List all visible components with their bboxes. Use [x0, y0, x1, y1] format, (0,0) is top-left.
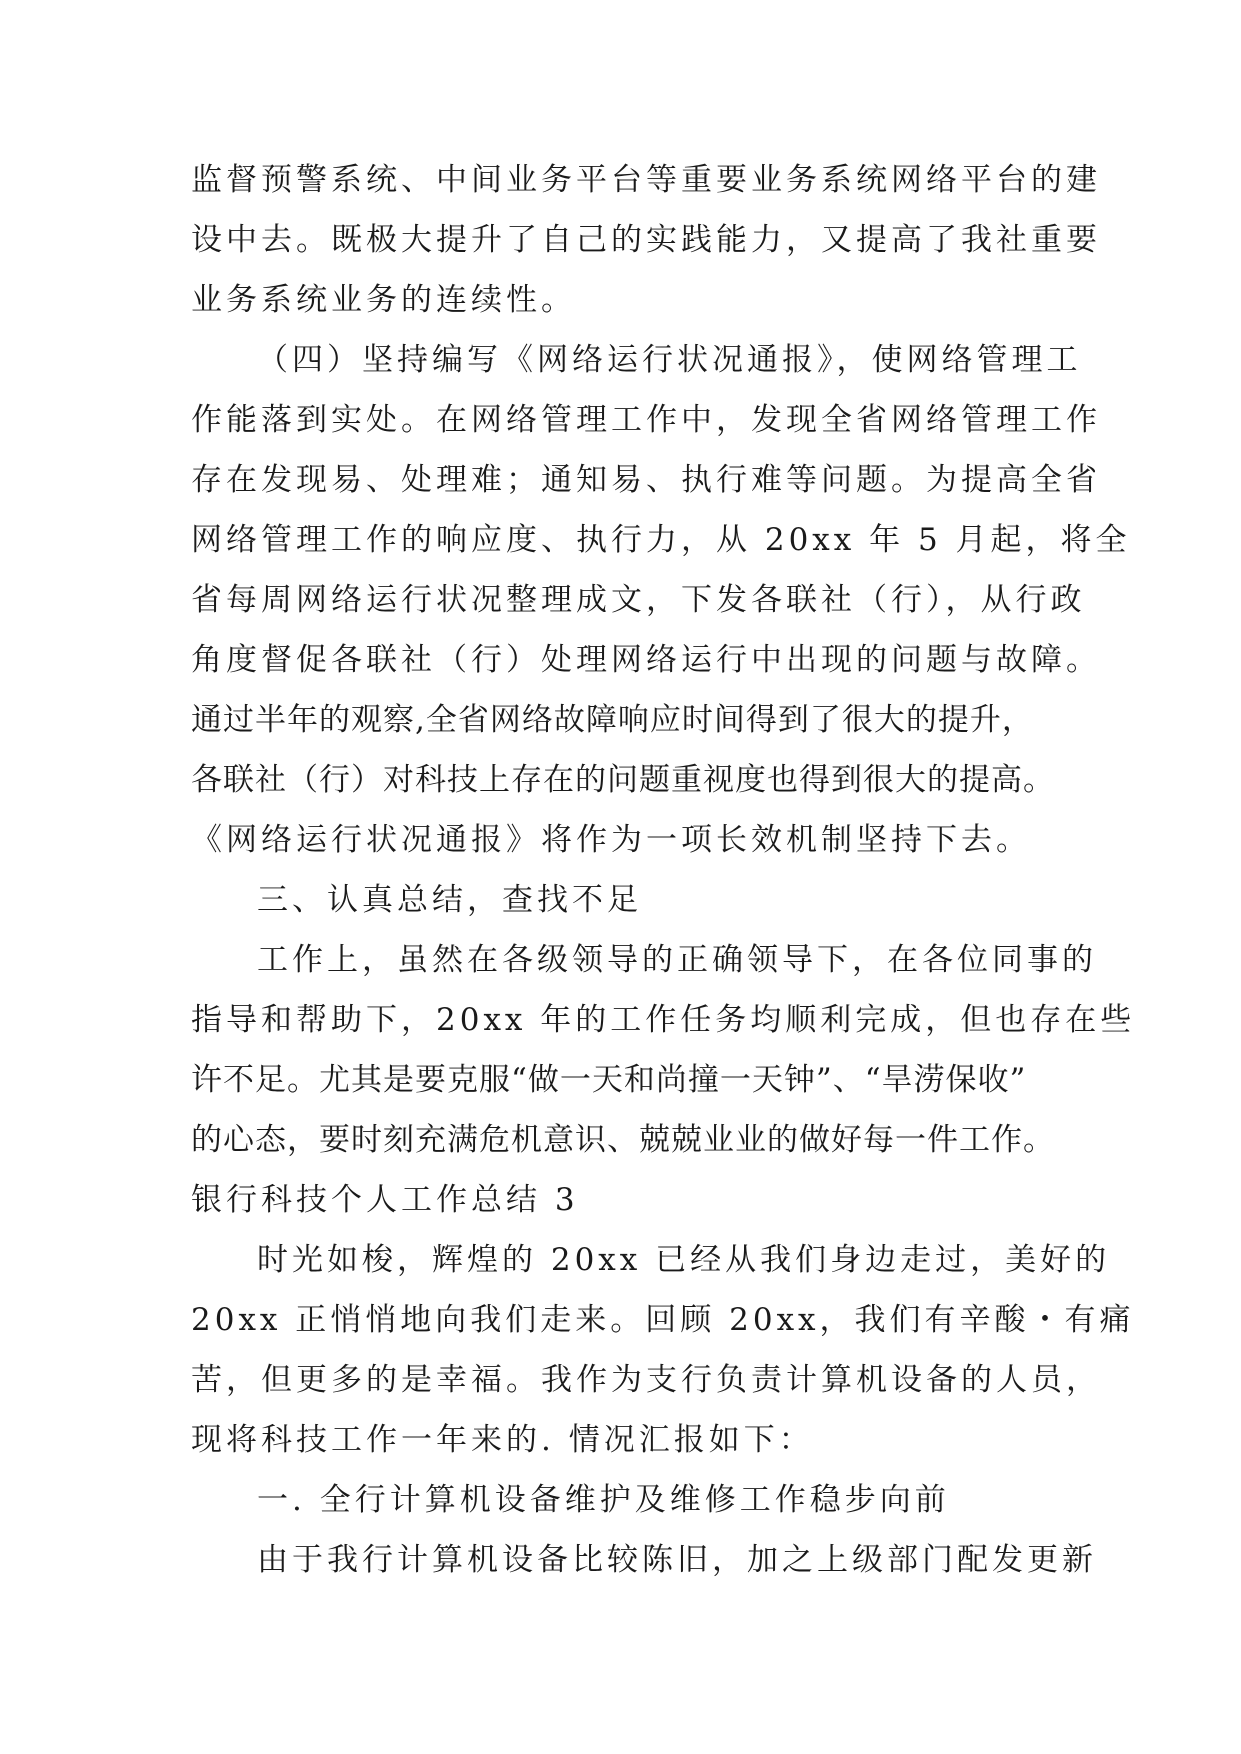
text-line: 苦，但更多的是幸福。我作为支行负责计算机设备的人员， [191, 1362, 1101, 1398]
text-line: 工作上，虽然在各级领导的正确领导下，在各位同事的 [257, 942, 1097, 978]
document-title: 银行科技个人工作总结 3 [191, 1182, 579, 1218]
text-line: 监督预警系统、中间业务平台等重要业务系统网络平台的建 [191, 162, 1101, 198]
text-line: 时光如梭，辉煌的 20xx 已经从我们身边走过，美好的 [257, 1242, 1111, 1278]
text-line: 角度督促各联社（行）处理网络运行中出现的问题与故障。 [191, 642, 1101, 678]
section-heading: 三、认真总结，查找不足 [257, 882, 642, 918]
text-line: 《网络运行状况通报》将作为一项长效机制坚持下去。 [191, 822, 1031, 858]
section-heading: 一. 全行计算机设备维护及维修工作稳步向前 [257, 1482, 950, 1518]
text-line: 指导和帮助下，20xx 年的工作任务均顺利完成，但也存在些 [191, 1002, 1136, 1038]
document-body [191, 150, 1136, 1590]
text-line: （四）坚持编写《网络运行状况通报》，使网络管理工 [257, 342, 1082, 378]
text-line: 业务系统业务的连续性。 [191, 282, 576, 318]
text-line: 由于我行计算机设备比较陈旧，加之上级部门配发更新 [257, 1542, 1097, 1578]
text-line: 各联社（行）对科技上存在的问题重视度也得到很大的提高。 [191, 762, 1055, 798]
text-line: 许不足。尤其是要克服“做一天和尚撞一天钟”、“旱涝保收” [191, 1062, 1027, 1098]
text-line: 存在发现易、处理难；通知易、执行难等问题。为提高全省 [191, 462, 1101, 498]
text-line: 现将科技工作一年来的. 情况汇报如下： [191, 1422, 814, 1458]
text-line: 设中去。既极大提升了自己的实践能力，又提高了我社重要 [191, 222, 1101, 258]
text-line: 的心态，要时刻充满危机意识、兢兢业业的做好每一件工作。 [191, 1122, 1055, 1158]
text-line: 作能落到实处。在网络管理工作中，发现全省网络管理工作 [191, 402, 1101, 438]
text-line: 网络管理工作的响应度、执行力，从 20xx 年 5 月起，将全 [191, 522, 1131, 558]
text-line: 20xx 正悄悄地向我们走来。回顾 20xx，我们有辛酸・有痛 [191, 1302, 1135, 1338]
text-line: 省每周网络运行状况整理成文，下发各联社（行），从行政 [191, 582, 1086, 618]
text-line: 通过半年的观察,全省网络故障响应时间得到了很大的提升， [191, 702, 1034, 738]
